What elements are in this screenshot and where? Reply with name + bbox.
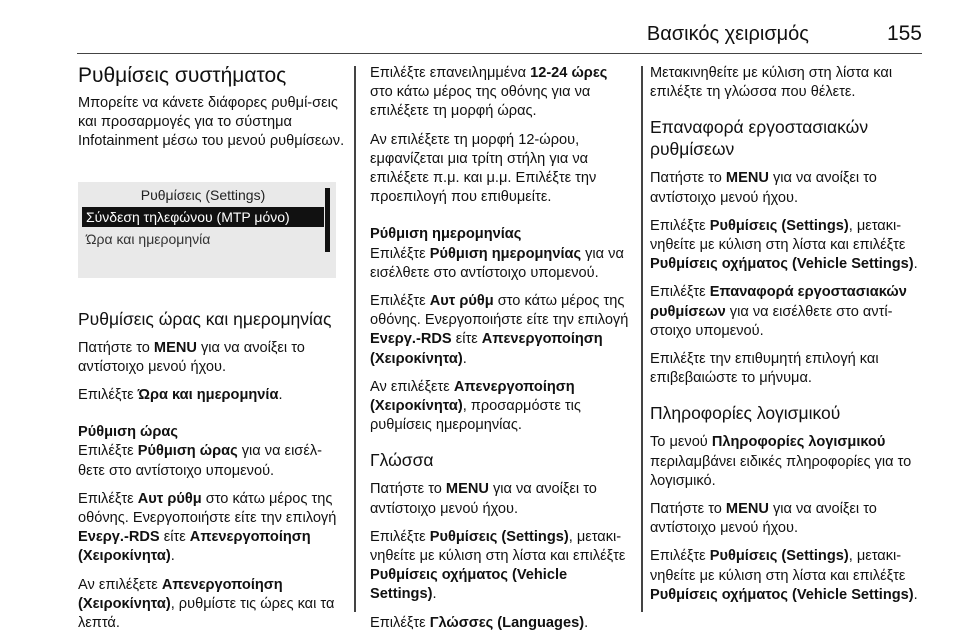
paragraph: Επιλέξτε Επαναφορά εργοστασιακών ρυθμίσεων για να εισέλθετε στο αντί-στοιχο υπομενού. — [650, 284, 907, 339]
column-divider-1 — [354, 66, 356, 612]
paragraph: Πατήστε το MENU για να ανοίξει το αντίστοιχο μενού ήχου. — [78, 339, 305, 375]
column-1 — [78, 64, 346, 642]
paragraph: Επιλέξτε Ρυθμίσεις (Settings), μετακι-νηθείτε με κύλιση στη λίστα και επιλέξτε Ρυθμίσεις οχήματος (Vehicle Settings). — [650, 548, 918, 603]
paragraph: Επιλέξτε Ρύθμιση ημερομηνίας για να εισέλθετε στο αντίστοιχο υπομενού. — [370, 245, 624, 281]
paragraph: Επιλέξτε Αυτ ρύθμ στο κάτω μέρος της οθόνης. Ενεργοποιήστε είτε την επιλογή Ενεργ.-RDS είτε Απενεργοποίηση (Χειροκίνητα). — [78, 490, 337, 565]
subheading-date: Ρύθμιση ημερομηνίας — [370, 226, 522, 243]
column-3 — [650, 64, 928, 614]
heading-time-date: Ρυθμίσεις ώρας και ημερομηνίας — [78, 308, 332, 329]
paragraph: Μετακινηθείτε με κύλιση στη λίστα και επιλέξτε τη γλώσσα που θέλετε. — [650, 65, 893, 101]
paragraph: Επιλέξτε Αυτ ρύθμ στο κάτω μέρος της οθόνης. Ενεργοποιήστε είτε την επιλογή Ενεργ.-RDS είτε Απενεργοποίηση (Χειροκίνητα). — [370, 293, 629, 367]
heading-language: Γλώσσα — [370, 450, 434, 471]
paragraph: Επιλέξτε επανειλημμένα 12-24 ώρες στο κάτω μέρος της οθόνης για να επιλέξετε τη μορφή ώρας. — [370, 65, 608, 120]
paragraph: Αν επιλέξετε τη μορφή 12-ώρου, εμφανίζεται μια τρίτη στήλη για να επιλέξετε π.μ. και μ.μ. Επιλέξτε την προεπιλογή που επιθυμείτε. — [370, 131, 597, 206]
screen-title: Ρυθμίσεις (Settings) — [140, 186, 266, 203]
paragraph: Αν επιλέξετε Απενεργοποίηση (Χειροκίνητα), ρυθμίστε τις ώρες και τα λεπτά. — [78, 576, 335, 632]
paragraph: Πατήστε το MENU για να ανοίξει το αντίστοιχο μενού ήχου. — [370, 481, 597, 517]
paragraph: Επιλέξτε την επιθυμητή επιλογή και επιβεβαιώστε το μήνυμα. — [650, 351, 879, 387]
paragraph: Επιλέξτε Ρύθμιση ώρας για να εισέλ-θετε στο αντίστοιχο υπομενού. — [78, 443, 322, 479]
section-title: Ρυθμίσεις συστήματος — [78, 64, 287, 87]
paragraph: Επιλέξτε Γλώσσες (Languages). — [370, 614, 589, 631]
intro-paragraph: Μπορείτε να κάνετε διάφορες ρυθμί-σεις και προσαρμογές για το σύστημα Infotainment μέσω του μενού ρυθμίσεων. — [78, 95, 345, 150]
page-header — [647, 22, 922, 52]
scrollbar-indicator — [325, 188, 330, 252]
column-divider-2 — [641, 66, 643, 612]
column-2 — [370, 64, 634, 642]
header-rule — [77, 53, 922, 54]
heading-software-info: Πληροφορίες λογισμικού — [650, 403, 841, 424]
settings-screen-image — [78, 182, 336, 278]
screen-menu-item: Ώρα και ημερομηνία — [86, 230, 211, 247]
paragraph: Επιλέξτε Ρυθμίσεις (Settings), μετακι-νηθείτε με κύλιση στη λίστα και επιλέξτε Ρυθμίσεις οχήματος (Vehicle Settings). — [650, 217, 918, 273]
paragraph: Πατήστε το MENU για να ανοίξει το αντίστοιχο μενού ήχου. — [650, 170, 877, 206]
paragraph: Πατήστε το MENU για να ανοίξει το αντίστοιχο μενού ήχου. — [650, 501, 877, 537]
paragraph: Το μενού Πληροφορίες λογισμικού περιλαμβάνει ειδικές πληροφορίες για το λογισμικό. — [650, 434, 912, 489]
subheading-time: Ρύθμιση ώρας — [78, 424, 178, 441]
paragraph: Επιλέξτε Ρυθμίσεις (Settings), μετακι-νηθείτε με κύλιση στη λίστα και επιλέξτε Ρυθμίσεις οχήματος (Vehicle Settings). — [370, 528, 626, 603]
chapter-title: Βασικός χειρισμός — [646, 23, 809, 45]
heading-factory-reset: Επαναφορά εργοστασιακών ρυθμίσεων — [650, 117, 869, 160]
paragraph: Αν επιλέξετε Απενεργοποίηση (Χειροκίνητα), προσαρμόστε τις ρυθμίσεις ημερομηνίας. — [370, 378, 581, 434]
page-number: 155 — [886, 22, 922, 45]
paragraph: Επιλέξτε Ώρα και ημερομηνία. — [78, 387, 283, 404]
screen-selected-item: Σύνδεση τηλεφώνου (MTP μόνο) — [82, 207, 324, 227]
